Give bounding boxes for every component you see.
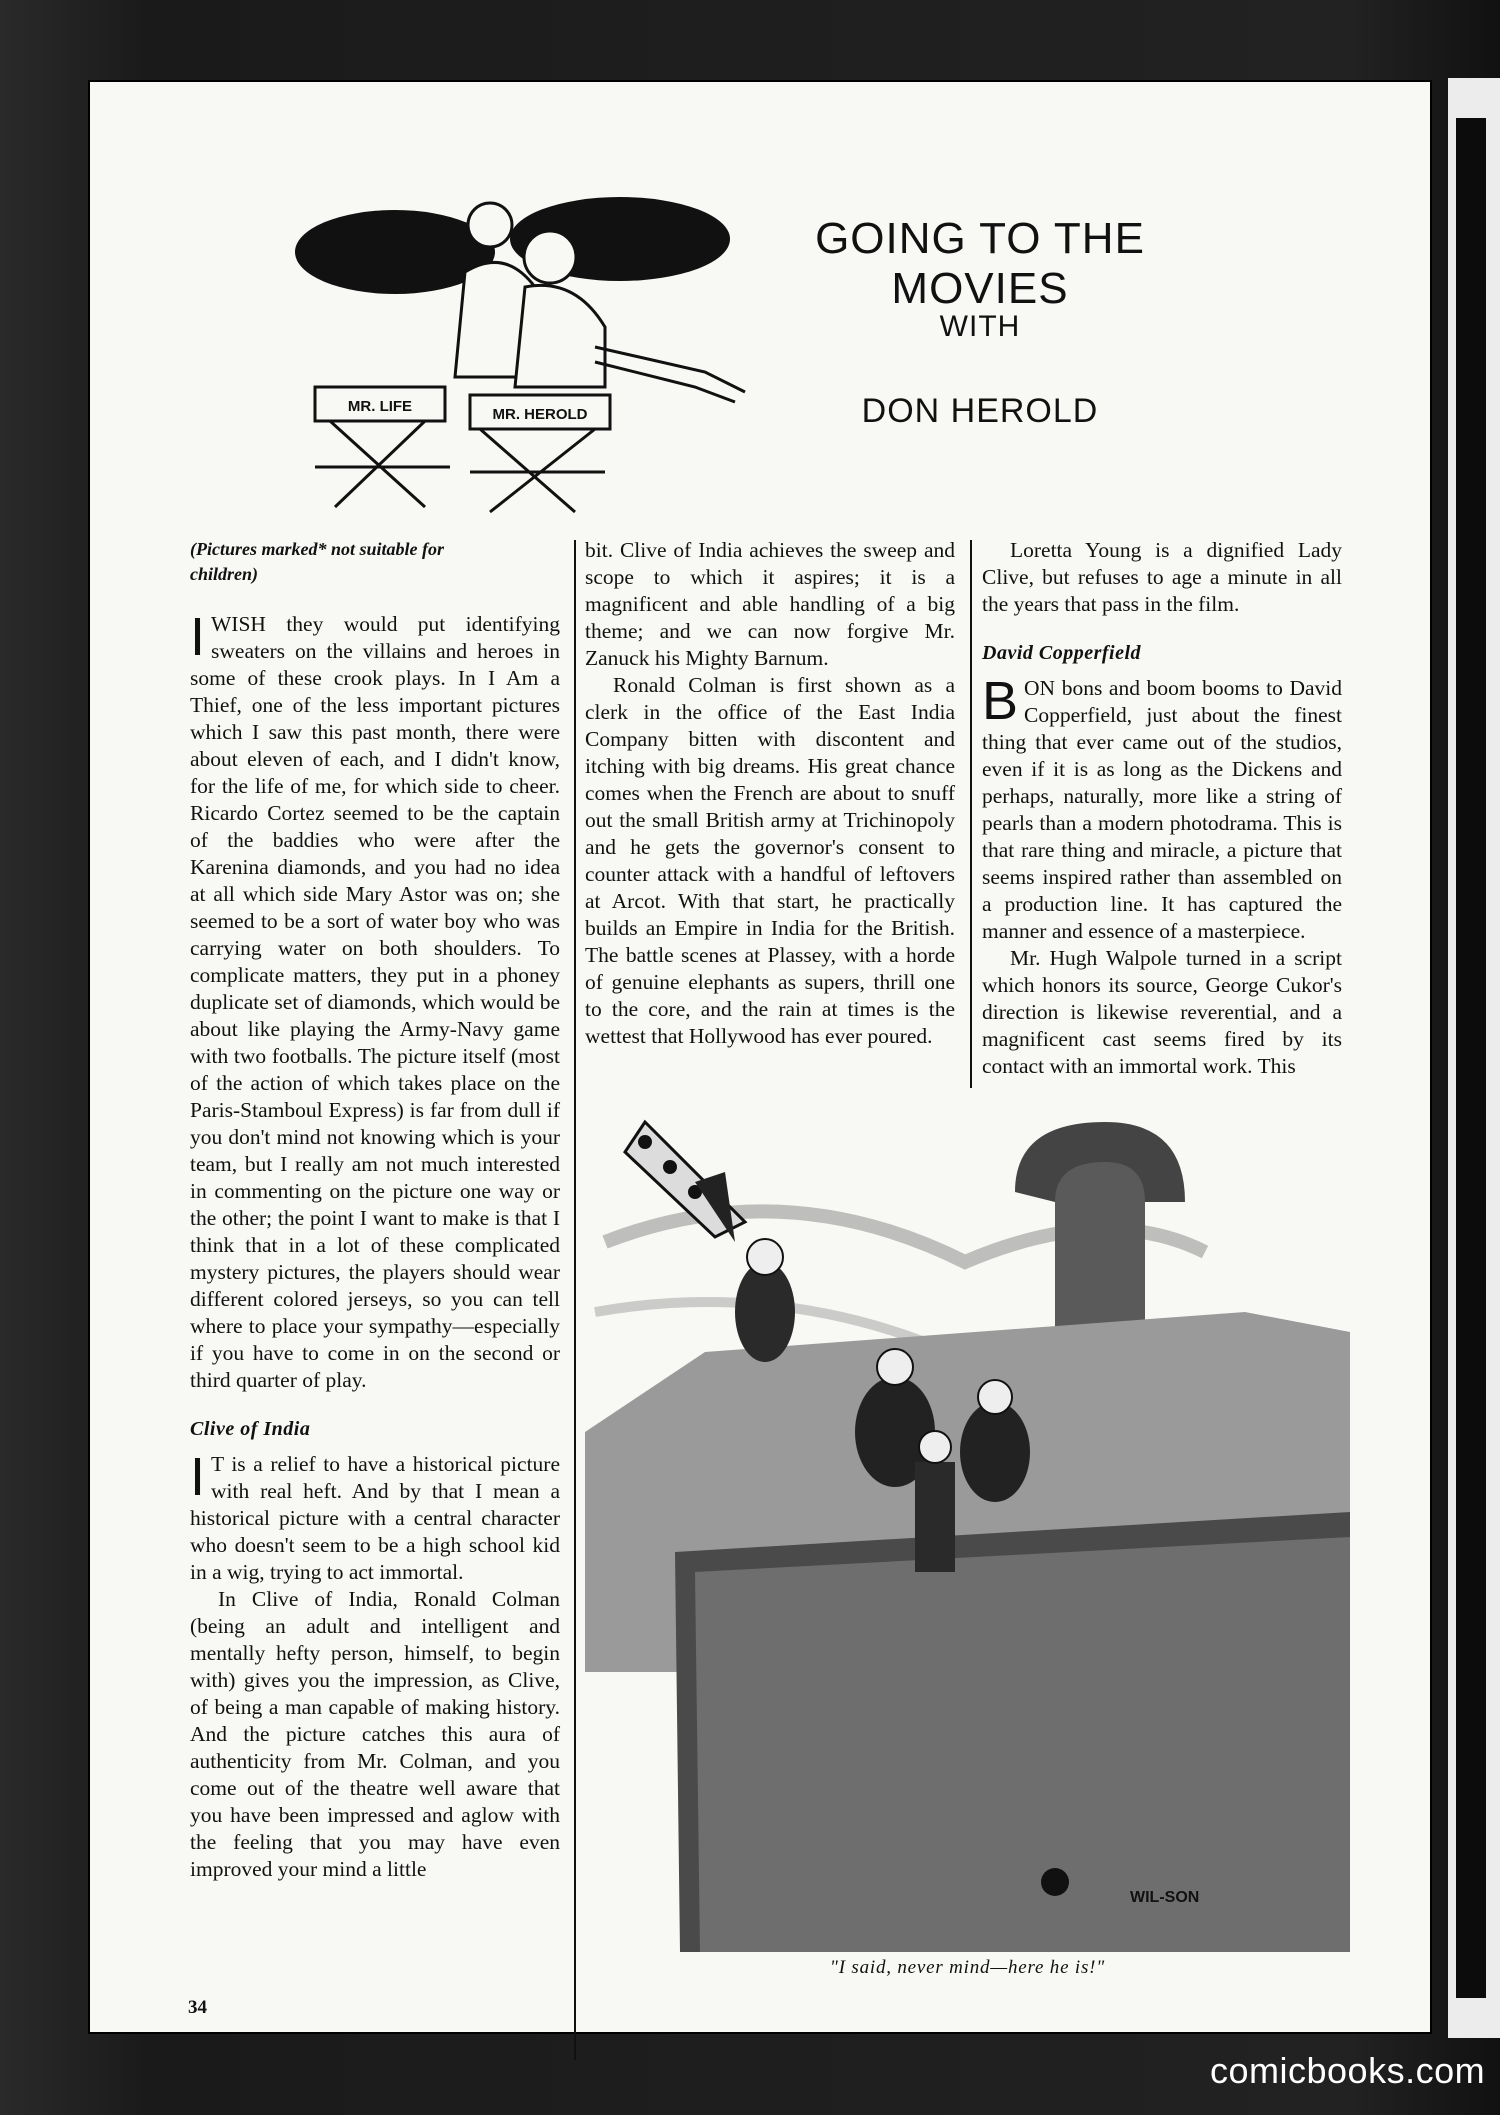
- clive-paragraph-3: bit. Clive of India achieves the sweep and scope to which it aspires; it is a magnificent and able handling of a big theme; and we can now forgive Mr. Zanuck his Mighty Barnum.: [585, 538, 955, 670]
- clive-paragraph-4: Ronald Colman is first shown as a clerk in the office of the East India Company bitten with discontent and itching with big dreams. His great chance comes when the French are about to snuff out the small British army at Trichinopoly and he gets the governor's consent to counter attack with a handful of leftovers at Arcot. With that start, he practically builds an Empire in India for the British. The battle scenes at Plassey, with a horde of genuine elephants as supers, thrill one to the core, and the rain at times is the wettest that Hollywood has ever poured.: [585, 673, 955, 1048]
- copperfield-paragraph-1: BON bons and boom booms to David Copperfield, just about the finest thing that ever came out of the studios, even if it is as long as the Dickens and perhaps, naturally, more like a string of pearls than a modern photodrama. This is that rare thing and miracle, a picture that seems inspired rather than assembled on a production line. It has captured the manner and essence of a masterpiece.: [982, 671, 1342, 943]
- header-illustration: [275, 177, 795, 517]
- column-2: [585, 537, 955, 1050]
- magazine-page: [90, 82, 1430, 2032]
- chair-label-right: MR. HEROLD: [492, 406, 588, 423]
- section-heading-copperfield: David Copperfield: [982, 642, 1142, 664]
- cartoon-illustration: [585, 1112, 1350, 1952]
- copperfield-paragraph-2: Mr. Hugh Walpole turned in a script which honors its source, George Cukor's direction is likewise reverential, and a magnificent cast seems fired by its contact with an immortal work. This: [982, 946, 1342, 1078]
- drop-cap: I: [190, 607, 206, 667]
- drop-cap: I: [190, 1447, 206, 1507]
- chair-label-left: MR. LIFE: [347, 398, 413, 415]
- clive-paragraph-2: In Clive of India, Ronald Colman (being an adult and intelligent and mentally hefty person, himself, to begin with) gives you the impression, as Clive, of being a man capable of making history. And the picture catches this aura of authenticity from Mr. Colman, and you come out of the theatre well aware that you have been impressed and aglow with the feeling that you may have even improved your mind a little: [190, 1587, 560, 1881]
- column-3: [982, 537, 1342, 1080]
- clive-paragraph-1: I T is a relief to have a historical picture with real heft. And by that I mean a historical picture with a central character who doesn't seem to be a high school kid in a wig, trying to act immortal.: [190, 1447, 560, 1584]
- cartoonist-signature: WIL-SON: [1130, 1889, 1200, 1906]
- page-title: GOING TO THE MOVIES: [815, 214, 1145, 313]
- section-heading-clive: Clive of India: [190, 1418, 311, 1440]
- intro-paragraph: IWISH they would put identifying sweaters on the villains and heroes in some of these crook plays. In I Am a Thief, one of the less important pictures which I saw this past month, there were about eleven of each, and I didn't know, for the life of me, for which side to cheer. Ricardo Cortez seemed to be the captain of the baddies who were after the Karenina diamonds, and you had no idea at all which side Mary Astor was on; she seemed to be a sort of water boy who was carrying water on both shoulders. To complicate matters, they put in a phoney duplicate set of diamonds, which would be about like playing the Army-Navy game with two footballs. The picture itself (most of the action of which takes place on the Paris-Stamboul Express) is far from dull if you don't mind not knowing which is your team, but I really am not much interested in commenting on the picture one way or the other; the point I want to make is that I think that in a lot of these complicated mystery pictures, the players should wear different colored jerseys, so you can tell where to place your sympathy—especially if you have to come in on the second or third quarter of play.: [190, 607, 560, 1392]
- clive-paragraph-5: Loretta Young is a dignified Lady Clive, but refuses to age a minute in all the years that pass in the film.: [982, 538, 1342, 616]
- drop-cap: B: [982, 671, 1019, 731]
- column-rule: [574, 540, 576, 2060]
- cartoon-caption: "I said, never mind—here he is!": [829, 1957, 1106, 1978]
- site-watermark: comicbooks.com: [1210, 2050, 1486, 2091]
- suitability-note: (Pictures marked* not suitable for children): [190, 539, 445, 584]
- column-rule: [970, 540, 972, 1088]
- author-name: DON HEROLD: [861, 392, 1099, 430]
- facing-page-edge: [1448, 78, 1500, 2038]
- title-with: WITH: [939, 310, 1021, 343]
- column-1: [190, 537, 560, 1883]
- page-number: 34: [188, 1997, 207, 2018]
